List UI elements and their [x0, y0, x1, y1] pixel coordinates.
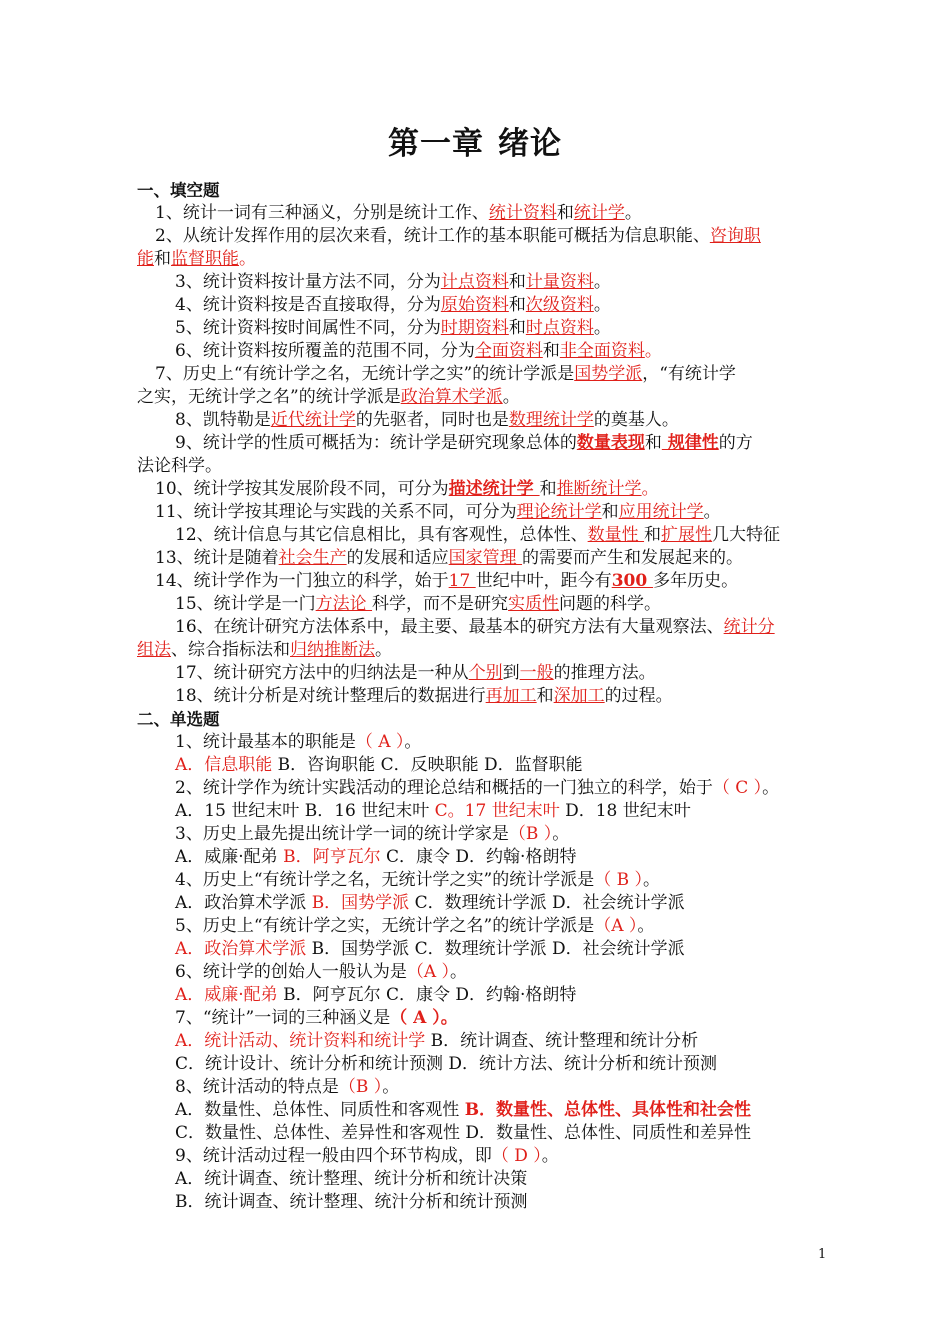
section-heading-fill: 一、填空题 — [137, 181, 220, 200]
fill-question-9: 9、统计学的性质可概括为：统计学是研究现象总体的数量表现和 规律性的方 — [175, 433, 753, 453]
single-options-8-cont: C．数量性、总体性、差异性和客观性 D．数量性、总体性、同质性和差异性 — [175, 1123, 752, 1143]
fill-question-7: 7、历史上“有统计学之名，无统计学之实”的统计学派是国势学派，“有统计学 — [155, 364, 736, 384]
single-question-8: 8、统计活动的特点是（B ）。 — [175, 1077, 400, 1097]
fill-question-13: 13、统计是随着社会生产的发展和适应国家管理 的需要而产生和发展起来的。 — [155, 548, 744, 568]
section-heading-single: 二、单选题 — [137, 710, 220, 729]
single-question-7: 7、“统计”一词的三种涵义是（ A ）。 — [175, 1008, 458, 1028]
single-options-1: A．信息职能 B．咨询职能 C．反映职能 D．监督职能 — [175, 755, 583, 775]
page-number: 1 — [818, 1247, 827, 1262]
single-options-8: A．数量性、总体性、同质性和客观性 B．数量性、总体性、具体性和社会性 — [175, 1100, 752, 1120]
single-option-9a: A．统计调查、统计整理、统计分析和统计决策 — [175, 1169, 528, 1189]
single-question-1: 1、统计最基本的职能是（ A ）。 — [175, 732, 422, 752]
chapter-title: 第一章 绪论 — [388, 126, 562, 162]
single-options-7-cont: C．统计设计、统计分析和统计预测 D．统计方法、统计分析和统计预测 — [175, 1054, 718, 1074]
single-options-5: A．政治算术学派 B．国势学派 C．数理统计学派 D．社会统计学派 — [175, 939, 685, 959]
single-options-7: A．统计活动、统计资料和统计学 B．统计调查、统计整理和统计分析 — [175, 1031, 699, 1051]
fill-question-10: 10、统计学按其发展阶段不同，可分为描述统计学 和推断统计学。 — [155, 479, 659, 499]
single-option-9b: B．统计调查、统计整理、统汁分析和统计预测 — [175, 1192, 528, 1212]
single-question-9: 9、统计活动过程一般由四个环节构成，即（ D ）。 — [175, 1146, 559, 1166]
fill-question-17: 17、统计研究方法中的归纳法是一种从个别到一般的推理方法。 — [175, 663, 656, 683]
fill-question-2-cont: 能和监督职能。 — [137, 249, 256, 269]
single-question-6: 6、统计学的创始人一般认为是（A ）。 — [175, 962, 468, 982]
fill-question-1: 1、统计一词有三种涵义，分别是统计工作、统计资料和统计学。 — [155, 203, 642, 223]
fill-question-8: 8、凯特勒是近代统计学的先驱者，同时也是数理统计学的奠基人。 — [175, 410, 679, 430]
fill-question-16-cont: 组法、综合指标法和归纳推断法。 — [137, 640, 392, 660]
fill-question-16: 16、在统计研究方法体系中，最主要、最基本的研究方法有大量观察法、统计分 — [175, 617, 775, 637]
single-options-6: A．威廉·配弟 B．阿亨瓦尔 C．康令 D．约翰·格朗特 — [175, 985, 577, 1005]
single-options-4: A．政治算术学派 B．国势学派 C．数理统计学派 D．社会统计学派 — [175, 893, 685, 913]
fill-question-3: 3、统计资料按计量方法不同，分为计点资料和计量资料。 — [175, 272, 611, 292]
single-question-5: 5、历史上“有统计学之实，无统计学之名”的统计学派是（A ）。 — [175, 916, 655, 936]
fill-question-2: 2、从统计发挥作用的层次来看，统计工作的基本职能可概括为信息职能、咨询职 — [155, 226, 761, 246]
single-question-2: 2、统计学作为统计实践活动的理论总结和概括的一门独立的科学，始于（ C ）。 — [175, 778, 780, 798]
fill-question-14: 14、统计学作为一门独立的科学，始于17 世纪中叶，距今有300 多年历史。 — [155, 571, 739, 591]
single-options-2: A．15 世纪末叶 B．16 世纪末叶 C。17 世纪末叶 D．18 世纪末叶 — [175, 801, 691, 821]
fill-question-7-cont: 之实，无统计学之名”的统计学派是政治算术学派。 — [137, 387, 520, 407]
fill-question-5: 5、统计资料按时间属性不同，分为时期资料和时点资料。 — [175, 318, 611, 338]
single-options-3: A．威廉·配弟 B．阿亨瓦尔 C．康令 D．约翰·格朗特 — [175, 847, 577, 867]
fill-question-9-cont: 法论科学。 — [137, 456, 222, 476]
single-question-3: 3、历史上最先提出统计学一词的统计学家是（B ）。 — [175, 824, 570, 844]
fill-question-15: 15、统计学是一门方法论 科学，而不是研究实质性问题的科学。 — [175, 594, 662, 614]
fill-question-18: 18、统计分析是对统计整理后的数据进行再加工和深加工的过程。 — [175, 686, 673, 706]
fill-question-12: 12、统计信息与其它信息相比，具有客观性，总体性、数量性 和扩展性几大特征 — [175, 525, 781, 545]
single-question-4: 4、历史上“有统计学之名，无统计学之实”的统计学派是（ B ）。 — [175, 870, 661, 890]
fill-question-4: 4、统计资料按是否直接取得，分为原始资料和次级资料。 — [175, 295, 611, 315]
fill-question-11: 11、统计学按其理论与实践的关系不同，可分为理论统计学和应用统计学。 — [155, 502, 721, 522]
fill-question-6: 6、统计资料按所覆盖的范围不同，分为全面资料和非全面资料。 — [175, 341, 662, 361]
